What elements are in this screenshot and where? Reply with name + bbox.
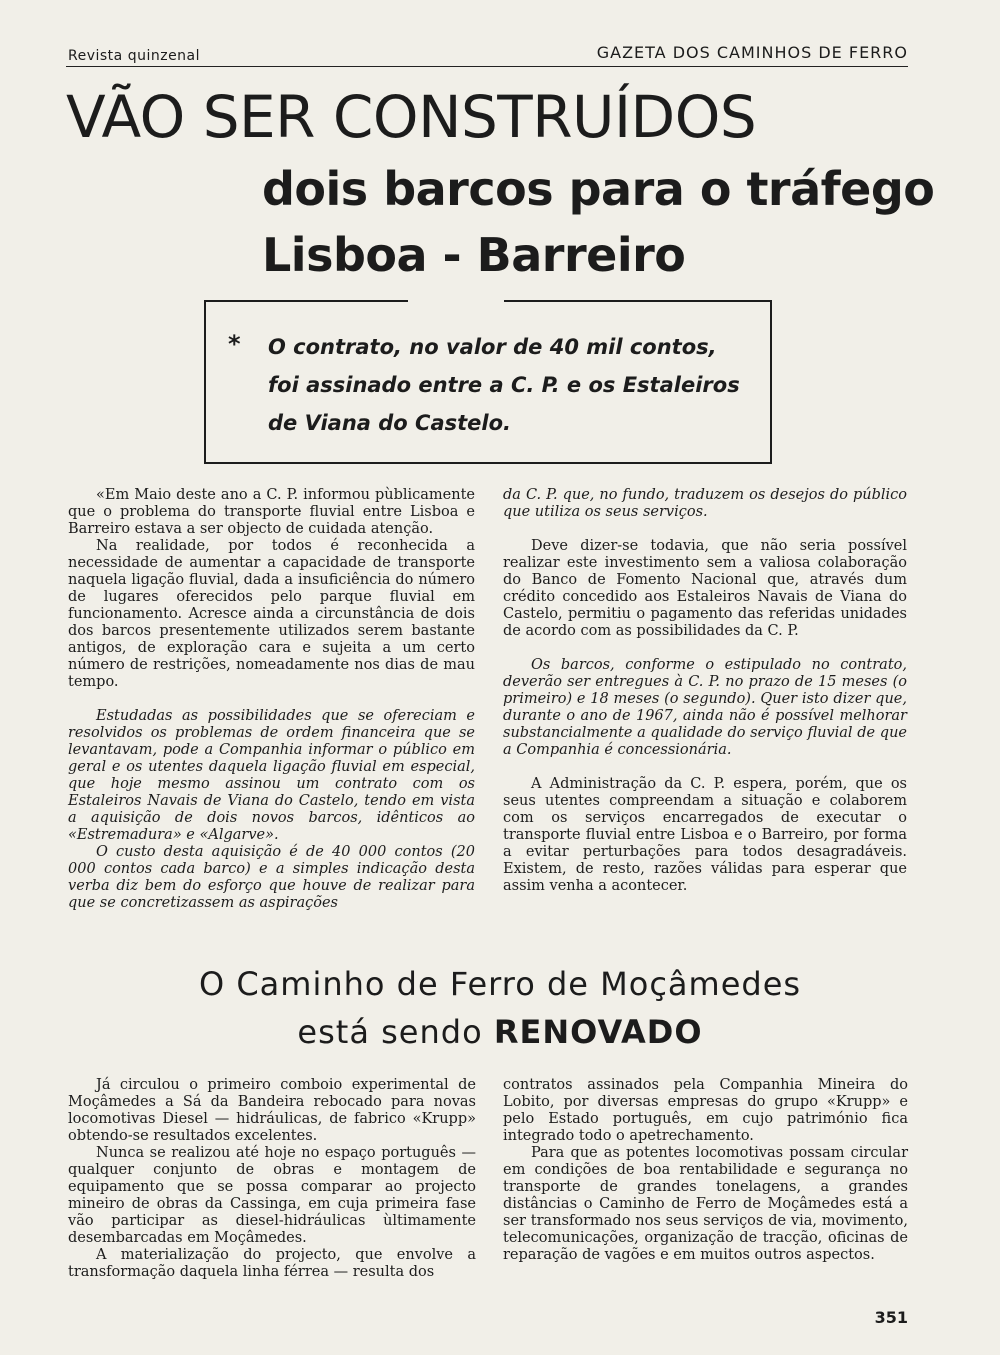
paragraph: A Administração da C. P. espera, porém, que os seus utentes compreendam a situação e colaborem com os serviços encarregados de executar o transporte fluvial entre Lisboa e o Barreiro, por forma a evitar perturbações para todos desagradáveis. Existem, de resto, razões válidas para esperar que assim venha a acontecer. bbox=[503, 776, 907, 894]
callout-box-gap-top bbox=[408, 298, 504, 304]
callout-box-gap-bottom bbox=[408, 456, 504, 462]
header-rule bbox=[66, 66, 908, 67]
paragraph: O custo desta aquisição é de 40 000 contos (20 000 contos cada barco) e a simples indicação desta verba diz bem do esforço que houve de realizar para que se concretizassem as aspirações bbox=[68, 844, 475, 911]
paragraph: Estudadas as possibilidades que se ofereciam e resolvidos os problemas de ordem financeira que se levantavam, pode a Companhia informar o público em geral e os utentes daquela ligação fluvial em especial, que hoje mesmo assinou um contrato com os Estaleiros Navais de Viana do Castelo, tendo em vista a aquisição de dois novos barcos, idênticos ao «Estremadura» e «Algarve». bbox=[68, 708, 475, 843]
article2-column-right bbox=[503, 1077, 908, 1264]
article2-headline-line-1: O Caminho de Ferro de Moçâmedes bbox=[198, 965, 802, 1003]
article1-column-left bbox=[68, 487, 475, 912]
paragraph: Para que as potentes locomotivas possam circular em condições de boa rentabilidade e segurança no transporte de grandes tonelagens, a grandes distâncias o Caminho de Ferro de Moçâmedes está a ser transformado nos seus serviços de via, movimento, telecomunicações, organização de tracção, oficinas de reparação de vagões e em muitos outros aspectos. bbox=[503, 1145, 908, 1263]
header-right: GAZETA DOS CAMINHOS DE FERRO bbox=[596, 43, 908, 62]
callout-line: de Viana do Castelo. bbox=[268, 411, 512, 435]
article2-column-left bbox=[68, 1077, 476, 1281]
paragraph: «Em Maio deste ano a C. P. informou pùblicamente que o problema do transporte fluvial entre Lisboa e Barreiro estava a ser objecto de cuidada atenção. bbox=[68, 487, 475, 537]
callout-text bbox=[268, 328, 758, 442]
callout-line: O contrato, no valor de 40 mil contos, bbox=[268, 335, 717, 359]
paragraph: A materialização do projecto, que envolve a transformação daquela linha férrea — resulta dos bbox=[68, 1247, 476, 1280]
headline-line-2: dois barcos para o tráfego bbox=[262, 162, 935, 216]
article2-headline-line-2 bbox=[0, 1013, 1000, 1051]
article2-headline-strong: RENOVADO bbox=[493, 1013, 703, 1051]
page-number: 351 bbox=[874, 1308, 908, 1327]
paragraph: Na realidade, por todos é reconhecida a necessidade de aumentar a capacidade de transporte naquela ligação fluvial, dada a insuficiência do número de lugares oferecidos pelo parque fluvial em funcionamento. Acresce ainda a circunstância de dois dos barcos presentemente utilizados serem bastante antigos, de exploração cara e sujeita a um certo número de restrições, nomeadamente nos dias de mau tempo. bbox=[68, 538, 475, 690]
article1-column-right bbox=[503, 487, 907, 895]
paragraph: Os barcos, conforme o estipulado no contrato, deverão ser entregues à C. P. no prazo de 15 meses (o primeiro) e 18 meses (o segundo). Quer isto dizer que, durante o ano de 1967, ainda não é possível melhorar substancialmente a qualidade do serviço fluvial de que a Companhia é concessionária. bbox=[503, 657, 907, 758]
callout-star: * bbox=[228, 330, 241, 358]
article2-headline-prefix: está sendo bbox=[297, 1013, 483, 1051]
paragraph: Já circulou o primeiro comboio experimental de Moçâmedes a Sá da Bandeira rebocado para novas locomotivas Diesel — hidráulicas, de fabrico «Krupp» obtendo-se resultados excelentes. bbox=[68, 1077, 476, 1144]
headline-line-1: VÃO SER CONSTRUÍDOS bbox=[66, 83, 757, 151]
headline-line-3: Lisboa - Barreiro bbox=[262, 228, 686, 282]
paragraph: contratos assinados pela Companhia Mineira do Lobito, por diversas empresas do grupo «Krupp» e pelo Estado português, em cujo património fica integrado todo o apetrechamento. bbox=[503, 1077, 908, 1144]
paragraph: da C. P. que, no fundo, traduzem os desejos do público que utiliza os seus serviços. bbox=[503, 487, 907, 520]
paragraph: Deve dizer-se todavia, que não seria possível realizar este investimento sem a valiosa colaboração do Banco de Fomento Nacional que, através dum crédito concedido aos Estaleiros Navais de Viana do Castelo, permitiu o pagamento das referidas unidades de acordo com as possibilidades da C. P. bbox=[503, 538, 907, 639]
header-left: Revista quinzenal bbox=[68, 48, 201, 64]
callout-line: foi assinado entre a C. P. e os Estaleiros bbox=[268, 373, 740, 397]
paragraph: Nunca se realizou até hoje no espaço português — qualquer conjunto de obras e montagem de equipamento que se possa comparar ao projecto mineiro de obras da Cassinga, em cuja primeira fase vão participar as diesel-hidráulicas ùltimamente desembarcadas em Moçâmedes. bbox=[68, 1145, 476, 1246]
